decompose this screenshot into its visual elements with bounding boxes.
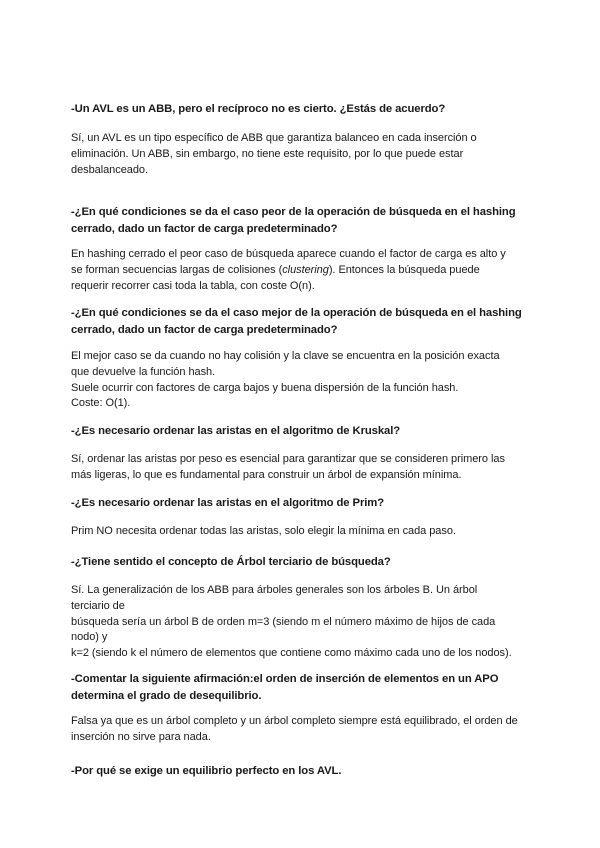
- answer-kruskal: Sí, ordenar las aristas por peso es esencial para garantizar que se consideren primero las más ligeras, lo que es fundamental para construir un árbol de expansión mínima.: [71, 453, 505, 481]
- answer-prim: Prim NO necesita ordenar todas las aristas, solo elegir la mínima en cada paso.: [71, 525, 456, 537]
- answer-hashing-worst-case: En hashing cerrado el peor caso de búsqueda aparece cuando el factor de carga es alto y se forman secuencias largas de colisiones (clustering). Entonces la búsqueda puede requerir recorrer casi toda la tabla, con coste O(n).: [71, 248, 506, 292]
- question-hashing-worst-case: -¿En qué condiciones se da el caso peor de la operación de búsqueda en el hashing cerrado, dado un factor de carga predeterminado?: [71, 206, 516, 235]
- question-avl-abb: -Un AVL es un ABB, pero el recíproco no es cierto. ¿Estás de acuerdo?: [71, 103, 446, 115]
- question-apo-order: -Comentar la siguiente afirmación:el orden de inserción de elementos en un APO determina el grado de desequilibrio.: [71, 673, 499, 702]
- question-kruskal: -¿Es necesario ordenar las aristas en el algoritmo de Kruskal?: [71, 425, 401, 437]
- answer-apo-order: Falsa ya que es un árbol completo y un árbol completo siempre está equilibrado, el orden de inserción no sirve para nada.: [71, 715, 518, 743]
- question-avl-balance: -Por qué se exige un equilibrio perfecto en los AVL.: [71, 765, 342, 777]
- question-ternary-tree: -¿Tiene sentido el concepto de Árbol terciario de búsqueda?: [71, 556, 391, 568]
- answer-hashing-best-case: El mejor caso se da cuando no hay colisión y la clave se encuentra en la posición exacta que devuelve la función hash. Suele ocurrir con factores de carga bajos y buena dispersión de la función hash. Coste: O(1).: [71, 350, 500, 410]
- answer-avl-abb: Sí, un AVL es un tipo específico de ABB que garantiza balanceo en cada inserción o eliminación. Un ABB, sin embargo, no tiene este requisito, por lo que puede estar desbalanceado.: [71, 132, 477, 176]
- question-prim: -¿Es necesario ordenar las aristas en el algoritmo de Prim?: [71, 497, 385, 509]
- clustering-term: clustering: [282, 263, 329, 276]
- answer-ternary-tree: Sí. La generalización de los ABB para árboles generales son los árboles B. Un árbol terciario de búsqueda sería un árbol B de orden m=3 (siendo m el número máximo de hijos de cada nodo) y k=2 (siendo k el número de elementos que contiene como máximo cada uno de los nodos).: [71, 584, 512, 660]
- question-hashing-best-case: -¿En qué condiciones se da el caso mejor de la operación de búsqueda en el hashing cerrado, dado un factor de carga predeterminado?: [71, 307, 522, 336]
